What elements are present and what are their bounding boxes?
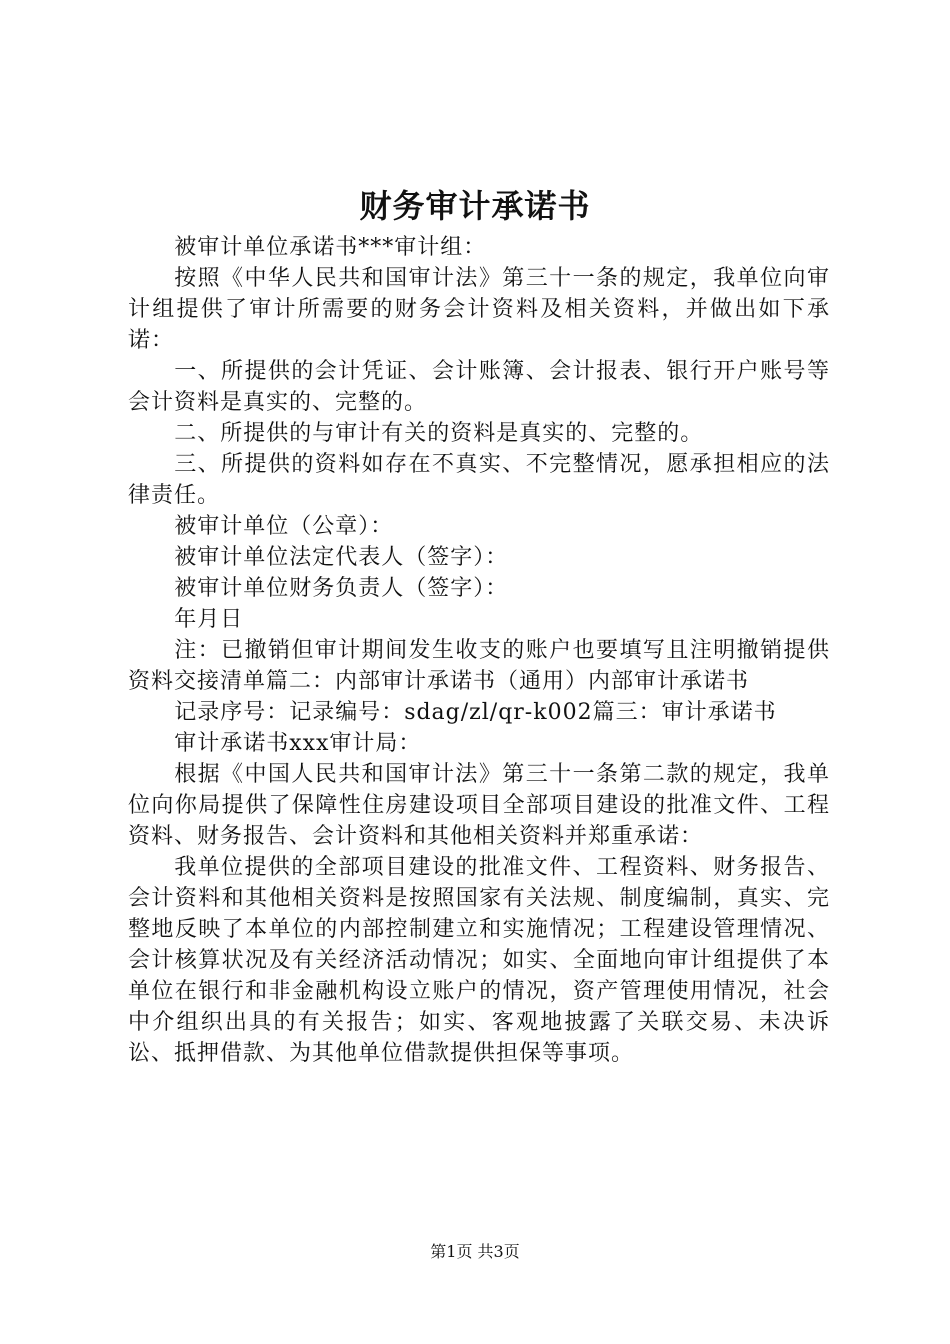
paragraph-item-3: 三、所提供的资料如存在不真实、不完整情况，愿承担相应的法律责任。 xyxy=(128,452,830,508)
paragraph-note: 注：已撤销但审计期间发生收支的账户也要填写且注明撤销提供资料交接清单篇二：内部审计承诺书（通用）内部审计承诺书 xyxy=(128,638,830,694)
paragraph-intro-2: 根据《中国人民共和国审计法》第三十一条第二款的规定，我单位向你局提供了保障性住房建设项目全部项目建设的批准文件、工程资料、财务报告、会计资料和其他相关资料并郑重承诺： xyxy=(128,762,830,849)
paragraph-item-1: 一、所提供的会计凭证、会计账簿、会计报表、银行开户账号等会计资料是真实的、完整的。 xyxy=(128,359,830,415)
document-body xyxy=(128,232,830,1069)
date-line: 年月日 xyxy=(174,607,244,632)
signature-seal-line: 被审计单位（公章）： xyxy=(174,514,394,539)
signature-finance-line: 被审计单位财务负责人（签字）： xyxy=(174,576,509,601)
paragraph-intro: 按照《中华人民共和国审计法》第三十一条的规定，我单位向审计组提供了审计所需要的财务会计资料及相关资料，并做出如下承诺： xyxy=(128,266,830,353)
paragraph-salutation-2: 审计承诺书xxx审计局： xyxy=(174,731,422,756)
signature-legal-rep-line: 被审计单位法定代表人（签字）： xyxy=(174,545,509,570)
page-footer: 第1页 共3页 xyxy=(430,1242,520,1261)
document-title: 财务审计承诺书 xyxy=(359,187,591,225)
paragraph-item-2: 二、所提供的与审计有关的资料是真实的、完整的。 xyxy=(174,421,704,446)
paragraph-salutation: 被审计单位承诺书***审计组： xyxy=(174,235,487,260)
paragraph-record-number: 记录序号：记录编号：sdag/zl/qr-k002篇三：审计承诺书 xyxy=(174,700,777,725)
paragraph-commitment: 我单位提供的全部项目建设的批准文件、工程资料、财务报告、会计资料和其他相关资料是按照国家有关法规、制度编制，真实、完整地反映了本单位的内部控制建立和实施情况；工程建设管理情况、会计核算状况及有关经济活动情况；如实、全面地向审计组提供了本单位在银行和非金融机构设立账户的情况，资产管理使用情况，社会中介组织出具的有关报告；如实、客观地披露了关联交易、未决诉讼、抵押借款、为其他单位借款提供担保等事项。 xyxy=(128,855,830,1066)
